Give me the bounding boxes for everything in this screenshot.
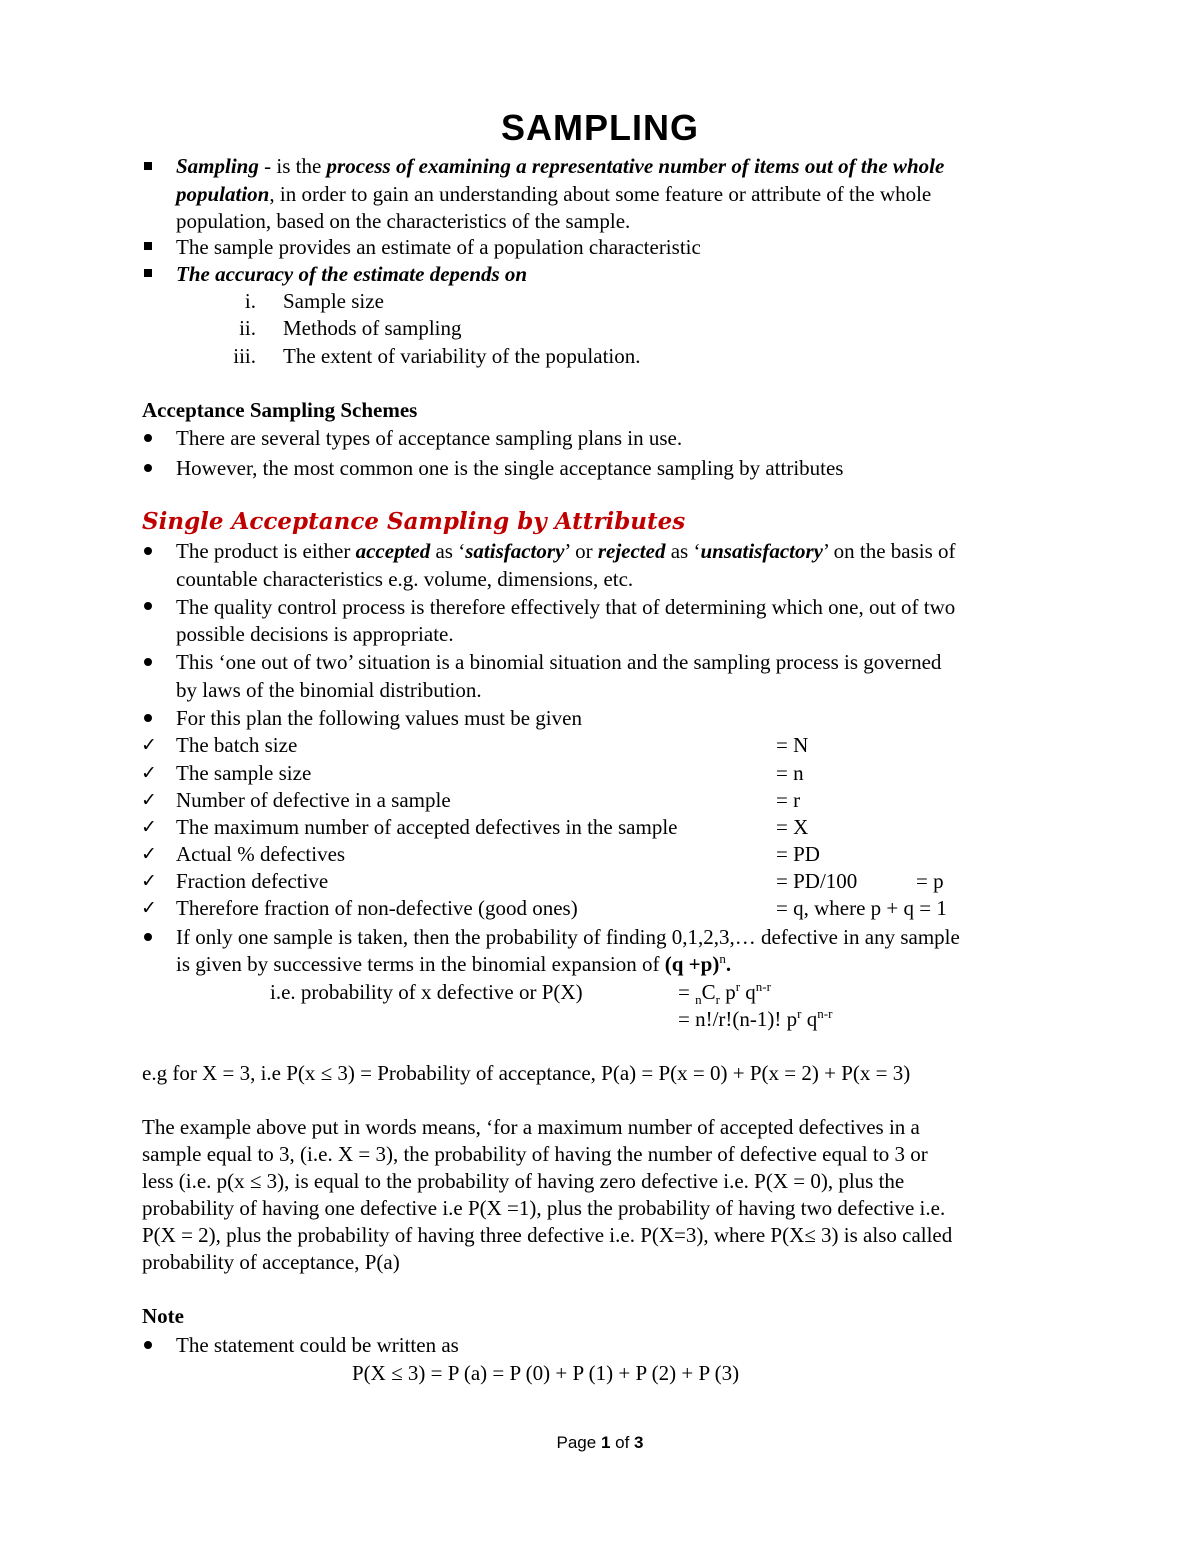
note-heading: Note — [142, 1304, 184, 1328]
subscript: r — [715, 992, 720, 1008]
single-bullet-4: For this plan the following values must be given — [176, 706, 582, 730]
factor-text: The extent of variability of the population. — [283, 344, 641, 368]
example-paragraph-line: probability of having one defective i.e P(X =1), plus the probability of having two defective i.e. — [142, 1196, 946, 1220]
example-paragraph-line: probability of acceptance, P(a) — [142, 1250, 400, 1274]
text: = n!/r!(n-1)! p — [678, 1007, 798, 1031]
bullet-icon — [144, 464, 152, 472]
square-bullet-icon — [144, 162, 152, 170]
example-paragraph-line: P(X = 2), plus the probability of having three defective i.e. P(X=3), where P(X≤ 3) is also called — [142, 1223, 953, 1247]
sampling-term: Sampling — [176, 154, 259, 178]
text: The product is either — [176, 539, 356, 563]
example-paragraph-line: less (i.e. p(x ≤ 3), is equal to the probability of having zero defective i.e. P(X = 0), plus the — [142, 1169, 905, 1193]
intro-bullet-1-line-2 — [176, 181, 931, 208]
value-label: Number of defective in a sample — [176, 788, 451, 812]
checkmark-icon: ✓ — [141, 897, 157, 919]
note-bullet-1: The statement could be written as — [176, 1333, 459, 1357]
value-extra: = p — [916, 869, 944, 893]
factor-text: Sample size — [283, 289, 384, 313]
value-eq: = r — [776, 788, 801, 812]
rejected-term: rejected — [597, 539, 666, 563]
value-eq: = PD/100 — [776, 869, 858, 893]
text: C — [701, 980, 716, 1004]
single-bullet-2-line-2: possible decisions is appropriate. — [176, 622, 454, 646]
page-footer — [0, 1431, 1200, 1455]
example-paragraph-line: sample equal to 3, (i.e. X = 3), the probability of having the number of defective equal to 3 or — [142, 1142, 928, 1166]
value-label: The sample size — [176, 761, 312, 785]
intro-text: - is the — [258, 154, 327, 178]
square-bullet-icon — [144, 242, 152, 250]
single-bullet-5-line-2 — [176, 951, 731, 978]
example-paragraph-line: The example above put in words means, ‘for a maximum number of accepted defectives in a — [142, 1115, 920, 1139]
factor-number: ii. — [239, 316, 256, 340]
bullet-icon — [144, 933, 152, 941]
exponent: n-r — [817, 1006, 833, 1021]
value-label: Fraction defective — [176, 869, 329, 893]
checkmark-icon: ✓ — [141, 789, 157, 811]
text: . — [725, 952, 732, 976]
text: as ‘ — [430, 539, 466, 563]
page-total: 3 — [634, 1433, 644, 1452]
value-eq: = n — [776, 761, 804, 785]
square-bullet-icon — [144, 269, 152, 277]
single-bullet-3-line-1: This ‘one out of two’ situation is a binomial situation and the sampling process is governed — [176, 650, 942, 674]
binomial-expression: (q +p) — [664, 952, 720, 976]
intro-bullet-1-line-1 — [176, 153, 944, 180]
text: is given by successive terms in the binomial expansion of — [176, 952, 665, 976]
text: ’ or — [564, 539, 598, 563]
exponent: r — [735, 979, 741, 994]
population-term: population — [176, 182, 270, 206]
page-number: 1 — [600, 1433, 611, 1452]
footer-text: of — [610, 1433, 635, 1452]
text: = — [678, 980, 696, 1004]
bullet-icon — [144, 547, 152, 555]
acceptance-heading: Acceptance Sampling Schemes — [142, 398, 418, 422]
value-label: Actual % defectives — [176, 842, 346, 866]
page-title: SAMPLING — [500, 107, 699, 148]
value-eq: = X — [776, 815, 809, 839]
note-formula: P(X ≤ 3) = P (a) = P (0) + P (1) + P (2) + P (3) — [352, 1361, 740, 1385]
bullet-icon — [144, 602, 152, 610]
exponent: n-r — [755, 979, 771, 994]
binomial-factorial-formula — [678, 1006, 832, 1033]
text: p — [719, 980, 736, 1004]
single-bullet-1-line-1 — [176, 538, 956, 565]
exponent: r — [797, 1006, 802, 1021]
value-eq: = N — [776, 733, 809, 757]
single-bullet-1-line-2: countable characteristics e.g. volume, dimensions, etc. — [176, 567, 634, 591]
text: as ‘ — [665, 539, 701, 563]
text: q — [740, 980, 756, 1004]
acceptance-bullet-1: There are several types of acceptance sampling plans in use. — [176, 426, 683, 450]
text: ’ on the basis of — [822, 539, 956, 563]
single-bullet-3-line-2: by laws of the binomial distribution. — [176, 678, 482, 702]
bullet-icon — [144, 1341, 152, 1349]
acceptance-bullet-2: However, the most common one is the single acceptance sampling by attributes — [176, 456, 844, 480]
checkmark-icon: ✓ — [141, 734, 157, 756]
bullet-icon — [144, 658, 152, 666]
ie-label: i.e. probability of x defective or P(X) — [270, 980, 583, 1004]
binomial-term-formula — [678, 979, 771, 1006]
value-label: The batch size — [176, 733, 298, 757]
value-label: The maximum number of accepted defectives in the sample — [176, 815, 678, 839]
factor-number: iii. — [233, 344, 256, 368]
checkmark-icon: ✓ — [141, 870, 157, 892]
factor-number: i. — [244, 289, 256, 313]
accepted-term: accepted — [355, 539, 431, 563]
value-label: Therefore fraction of non-defective (good ones) — [176, 896, 578, 920]
checkmark-icon: ✓ — [141, 762, 157, 784]
checkmark-icon: ✓ — [141, 843, 157, 865]
intro-bold-text: process of examining a representative number of items out of the whole — [326, 154, 945, 178]
single-bullet-2-line-1: The quality control process is therefore effectively that of determining which one, out of two — [176, 595, 956, 619]
intro-text: , in order to gain an understanding about some feature or attribute of the whole — [269, 182, 932, 206]
footer-text: Page — [556, 1433, 601, 1452]
satisfactory-term: satisfactory — [465, 539, 565, 563]
bullet-icon — [144, 714, 152, 722]
bullet-icon — [144, 434, 152, 442]
single-acceptance-heading: Single Acceptance Sampling by Attributes — [142, 508, 686, 535]
value-eq: = q, where p + q = 1 — [776, 896, 947, 920]
exponent: n — [719, 951, 726, 966]
value-eq: = PD — [776, 842, 820, 866]
factor-text: Methods of sampling — [283, 316, 462, 340]
intro-bullet-1-line-3: population, based on the characteristics of the sample. — [176, 209, 631, 233]
unsatisfactory-term: unsatisfactory — [700, 539, 823, 563]
checkmark-icon: ✓ — [141, 816, 157, 838]
text: q — [801, 1007, 818, 1031]
single-bullet-5-line-1: If only one sample is taken, then the probability of finding 0,1,2,3,… defective in any sample — [176, 925, 960, 949]
intro-bullet-2: The sample provides an estimate of a population characteristic — [176, 235, 701, 259]
example-line: e.g for X = 3, i.e P(x ≤ 3) = Probability of acceptance, P(a) = P(x = 0) + P(x = 2) + P(x = 3) — [142, 1061, 911, 1085]
subscript: n — [695, 992, 702, 1008]
intro-bullet-3: The accuracy of the estimate depends on — [176, 262, 528, 286]
